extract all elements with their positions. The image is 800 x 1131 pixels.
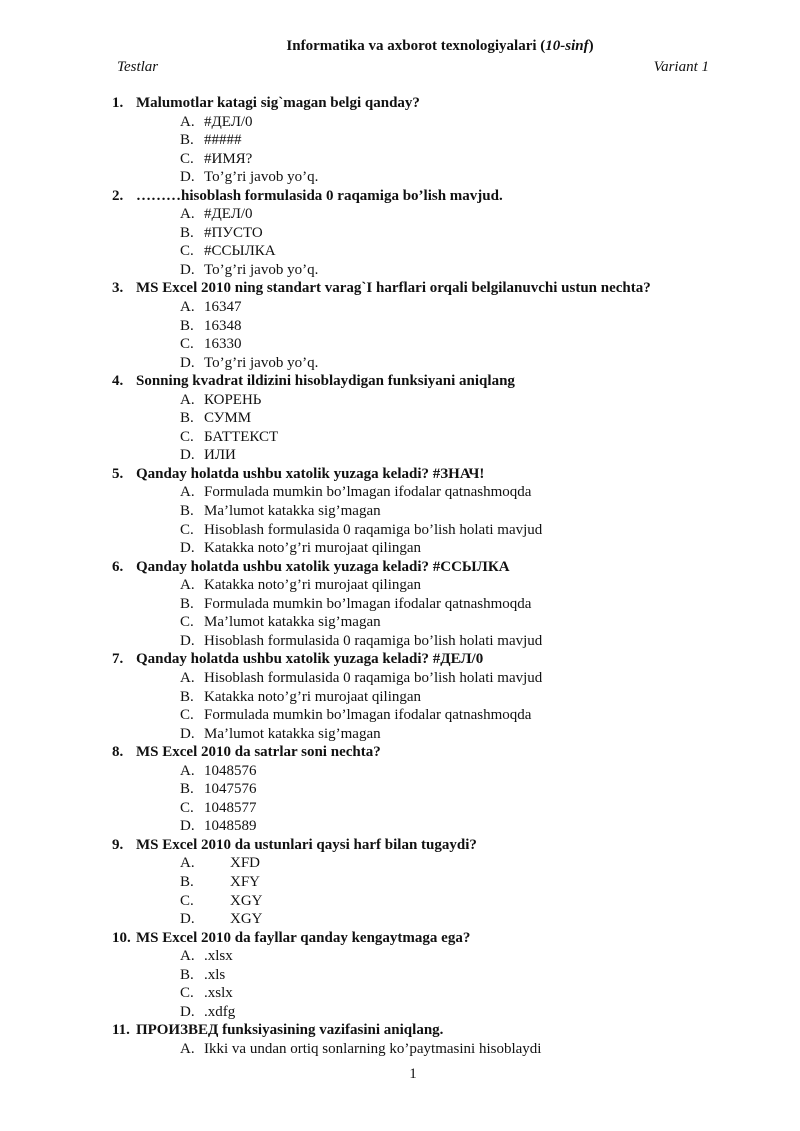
option-letter: B. (180, 503, 194, 520)
option-text: 16348 (204, 317, 242, 334)
option-text: КОРЕНЬ (204, 391, 262, 408)
option-text: Hisoblash formulasida 0 raqamiga bo’lish holati mavjud (204, 521, 543, 538)
option-letter: B. (180, 595, 194, 612)
answer-option (112, 892, 772, 911)
question-text: MS Excel 2010 da satrlar soni nechta? (136, 744, 381, 761)
question-number: 11. (112, 1022, 130, 1039)
option-letter: C. (180, 243, 194, 260)
question-text: Malumotlar katagi sig`magan belgi qanday? (136, 95, 420, 111)
question-number: 2. (112, 187, 124, 204)
option-letter: A. (180, 948, 195, 965)
option-letter: C. (180, 521, 194, 538)
question-list (112, 94, 772, 1058)
question-text: Qanday holatda ushbu xatolik yuzaga keladi? #ДЕЛ/0 (136, 651, 484, 668)
answer-option (112, 706, 772, 725)
answer-option (112, 817, 772, 836)
answer-option (112, 799, 772, 818)
answer-option (112, 947, 772, 966)
answer-option (112, 539, 772, 558)
answer-option (112, 1003, 772, 1022)
answer-option (112, 335, 772, 354)
option-letter: A. (180, 299, 195, 316)
option-text: To’g’ri javob yo’q. (204, 261, 319, 278)
option-letter: D. (180, 632, 195, 649)
option-text: СУММ (204, 410, 252, 427)
option-letter: A. (180, 484, 195, 501)
option-letter: C. (180, 985, 194, 1002)
option-letter: D. (180, 169, 195, 186)
answer-option (112, 613, 772, 632)
question-item (112, 929, 772, 948)
option-text: #ПУСТО (204, 224, 263, 241)
question-item (112, 743, 772, 762)
option-text: .xdfg (204, 1003, 236, 1020)
question-text: MS Excel 2010 da fayllar qanday kengaytmaga ega? (136, 929, 471, 946)
answer-option (112, 131, 772, 150)
answer-option (112, 224, 772, 243)
variant-label: Variant 1 (653, 59, 709, 75)
answer-option (112, 261, 772, 280)
answer-option (112, 595, 772, 614)
option-text: 1048589 (204, 818, 257, 835)
option-letter: B. (180, 966, 194, 983)
question-item (112, 465, 772, 484)
option-text: Hisoblash formulasida 0 raqamiga bo’lish holati mavjud (204, 632, 543, 649)
option-text: #ДЕЛ/0 (204, 206, 253, 223)
option-text: Formulada mumkin bo’lmagan ifodalar qatnashmoqda (204, 707, 532, 724)
question-item (112, 836, 772, 855)
question-number: 4. (112, 373, 124, 390)
question-number: 8. (112, 744, 124, 761)
option-letter: D. (180, 1003, 195, 1020)
option-text: Ma’lumot katakka sig’magan (204, 725, 381, 742)
option-letter: B. (180, 781, 194, 798)
option-letter: C. (180, 336, 194, 353)
option-text: XFD (230, 855, 261, 872)
answer-option (112, 409, 772, 428)
option-letter: C. (180, 892, 194, 909)
option-text: 1047576 (204, 781, 257, 798)
option-letter: A. (180, 669, 195, 686)
page-number: 1 (409, 1066, 417, 1082)
option-text: ##### (204, 132, 242, 149)
question-text: ПРОИЗВЕД funksiyasining vazifasini aniqlang. (136, 1022, 444, 1039)
option-letter: D. (180, 261, 195, 278)
answer-option (112, 632, 772, 651)
answer-option (112, 873, 772, 892)
option-letter: A. (180, 855, 195, 872)
question-item (112, 650, 772, 669)
option-letter: B. (180, 317, 194, 334)
option-text: ИЛИ (204, 447, 236, 464)
answer-option (112, 688, 772, 707)
option-text: Hisoblash formulasida 0 raqamiga bo’lish holati mavjud (204, 669, 543, 686)
answer-option (112, 966, 772, 985)
answer-option (112, 854, 772, 873)
option-text: .xls (204, 966, 226, 983)
question-item (112, 1021, 772, 1040)
option-letter: A. (180, 113, 195, 130)
option-letter: B. (180, 410, 194, 427)
option-letter: B. (180, 688, 194, 705)
option-text: 16347 (204, 299, 242, 316)
option-letter: A. (180, 762, 195, 779)
question-number: 5. (112, 465, 124, 482)
option-text: 16330 (204, 336, 242, 353)
answer-option (112, 298, 772, 317)
question-text: Sonning kvadrat ildizini hisoblaydigan funksiyani aniqlang (136, 373, 515, 390)
option-text: Ikki va undan ortiq sonlarning ko’paytmasini hisoblaydi (204, 1040, 542, 1057)
option-text: XGY (230, 911, 263, 928)
option-letter: D. (180, 540, 195, 557)
option-text: XGY (230, 892, 263, 909)
document-title (0, 37, 800, 55)
answer-option (112, 391, 772, 410)
title-main: Informatika va axborot texnologiyalari ( (286, 38, 546, 54)
title-close: ) (588, 38, 594, 54)
question-number: 3. (112, 280, 124, 297)
answer-option (112, 242, 772, 261)
question-item (112, 94, 772, 113)
option-letter: C. (180, 707, 194, 724)
title-grade: 10-sinf (545, 38, 589, 54)
question-item (112, 279, 772, 298)
question-number: 1. (112, 95, 124, 111)
answer-option (112, 910, 772, 929)
option-letter: A. (180, 577, 195, 594)
option-text: 1048576 (204, 762, 257, 779)
option-text: 1048577 (204, 799, 257, 816)
option-letter: B. (180, 132, 194, 149)
option-letter: C. (180, 150, 194, 167)
answer-option (112, 446, 772, 465)
question-item (112, 187, 772, 206)
option-letter: D. (180, 725, 195, 742)
question-item (112, 372, 772, 391)
question-number: 7. (112, 651, 124, 668)
answer-option (112, 725, 772, 744)
option-letter: A. (180, 1040, 195, 1057)
question-text: Qanday holatda ushbu xatolik yuzaga keladi? #ЗНАЧ! (136, 465, 485, 482)
question-text: MS Excel 2010 da ustunlari qaysi harf bilan tugaydi? (136, 836, 477, 853)
answer-option (112, 354, 772, 373)
option-text: .xslx (204, 985, 233, 1002)
answer-option (112, 502, 772, 521)
option-letter: D. (180, 911, 195, 928)
answer-option (112, 1040, 772, 1059)
answer-option (112, 984, 772, 1003)
option-text: XFY (230, 873, 261, 890)
option-letter: B. (180, 224, 194, 241)
tests-label: Testlar (117, 59, 159, 75)
option-letter: C. (180, 428, 194, 445)
option-text: Ma’lumot katakka sig’magan (204, 503, 381, 520)
question-item (112, 558, 772, 577)
option-letter: A. (180, 391, 195, 408)
answer-option (112, 150, 772, 169)
option-text: Katakka noto’g’ri murojaat qilingan (204, 540, 422, 557)
option-text: Ma’lumot katakka sig’magan (204, 614, 381, 631)
option-letter: C. (180, 799, 194, 816)
option-text: БАТТЕКСТ (204, 428, 279, 445)
option-letter: D. (180, 354, 195, 371)
answer-option (112, 428, 772, 447)
answer-option (112, 113, 772, 132)
option-text: Katakka noto’g’ri murojaat qilingan (204, 688, 422, 705)
answer-option (112, 780, 772, 799)
option-text: To’g’ri javob yo’q. (204, 354, 319, 371)
option-text: .xlsx (204, 948, 233, 965)
option-text: #ДЕЛ/0 (204, 113, 253, 130)
option-text: To’g’ri javob yo’q. (204, 169, 319, 186)
option-text: Katakka noto’g’ri murojaat qilingan (204, 577, 422, 594)
answer-option (112, 317, 772, 336)
option-letter: D. (180, 818, 195, 835)
question-text: MS Excel 2010 ning standart varag`I harflari orqali belgilanuvchi ustun nechta? (136, 280, 651, 297)
question-number: 10. (112, 929, 131, 946)
option-text: Formulada mumkin bo’lmagan ifodalar qatnashmoqda (204, 484, 532, 501)
answer-option (112, 669, 772, 688)
option-text: #ССЫЛКА (204, 243, 276, 260)
answer-option (112, 205, 772, 224)
answer-option (112, 762, 772, 781)
question-text: ………hisoblash formulasida 0 raqamiga bo’lish mavjud. (136, 187, 503, 204)
question-number: 9. (112, 836, 124, 853)
option-text: Formulada mumkin bo’lmagan ifodalar qatnashmoqda (204, 595, 532, 612)
option-letter: C. (180, 614, 194, 631)
answer-option (112, 168, 772, 187)
option-letter: A. (180, 206, 195, 223)
option-letter: B. (180, 873, 194, 890)
question-text: Qanday holatda ushbu xatolik yuzaga keladi? #ССЫЛКА (136, 558, 510, 575)
answer-option (112, 576, 772, 595)
question-number: 6. (112, 558, 124, 575)
answer-option (112, 521, 772, 540)
answer-option (112, 483, 772, 502)
option-letter: D. (180, 447, 195, 464)
option-text: #ИМЯ? (204, 150, 253, 167)
